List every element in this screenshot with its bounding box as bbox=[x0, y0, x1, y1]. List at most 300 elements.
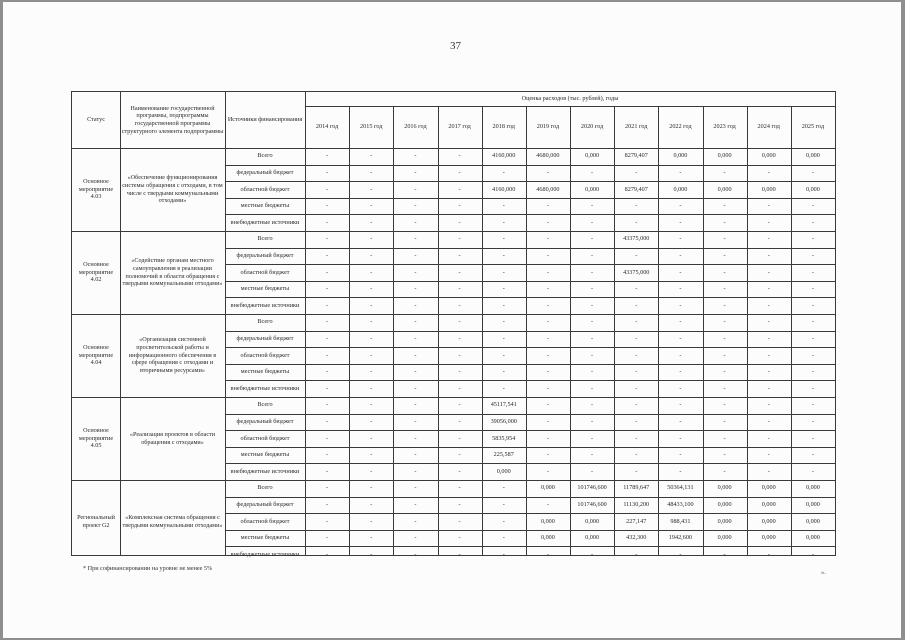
value-cell: - bbox=[502, 169, 505, 177]
value-cell: - bbox=[414, 268, 417, 276]
source-cell: федеральный бюджет bbox=[236, 501, 294, 509]
value-cell: - bbox=[370, 550, 373, 558]
value-cell: - bbox=[458, 218, 461, 226]
value-cell: - bbox=[370, 285, 373, 293]
value-cell: 43375,000 bbox=[623, 268, 650, 276]
value-cell: - bbox=[370, 451, 373, 459]
value-cell: - bbox=[370, 484, 373, 492]
source-cell: федеральный бюджет bbox=[236, 252, 294, 260]
value-cell: - bbox=[326, 202, 329, 210]
value-cell: 0,000 bbox=[673, 185, 688, 193]
value-cell: 0,000 bbox=[585, 517, 600, 525]
header-year: 2020 год bbox=[580, 123, 604, 131]
value-cell: - bbox=[414, 550, 417, 558]
header-year: 2023 год bbox=[713, 123, 736, 131]
value-cell: - bbox=[458, 335, 461, 343]
value-cell: - bbox=[546, 169, 549, 177]
value-cell: - bbox=[679, 218, 682, 226]
value-cell: - bbox=[723, 218, 726, 226]
value-cell: - bbox=[502, 484, 505, 492]
value-cell: - bbox=[546, 501, 549, 509]
value-cell: - bbox=[326, 318, 329, 326]
value-cell: - bbox=[326, 401, 329, 409]
status-cell: Основное мероприятие 4.04 bbox=[78, 343, 114, 367]
value-cell: - bbox=[591, 418, 594, 426]
value-cell: - bbox=[370, 467, 373, 475]
value-cell: - bbox=[767, 434, 770, 442]
value-cell: - bbox=[502, 301, 505, 309]
value-cell: 0,000 bbox=[805, 185, 820, 193]
source-cell: областной бюджет bbox=[240, 517, 290, 525]
value-cell: - bbox=[811, 351, 814, 359]
value-cell: - bbox=[811, 301, 814, 309]
value-cell: 0,000 bbox=[540, 517, 555, 525]
value-cell: 0,000 bbox=[717, 517, 732, 525]
value-cell: - bbox=[458, 152, 461, 160]
value-cell: - bbox=[370, 434, 373, 442]
value-cell: 0,000 bbox=[717, 152, 732, 160]
status-cell: Региональный проект G2 bbox=[77, 513, 115, 529]
value-cell: - bbox=[591, 451, 594, 459]
value-cell: - bbox=[811, 202, 814, 210]
value-cell: - bbox=[767, 351, 770, 359]
value-cell: - bbox=[326, 285, 329, 293]
value-cell: - bbox=[723, 467, 726, 475]
value-cell: - bbox=[811, 235, 814, 243]
value-cell: 11130,200 bbox=[623, 501, 650, 509]
value-cell: - bbox=[370, 418, 373, 426]
value-cell: - bbox=[458, 501, 461, 509]
source-cell: федеральный бюджет bbox=[236, 335, 294, 343]
value-cell: - bbox=[370, 335, 373, 343]
value-cell: 227,147 bbox=[626, 517, 647, 525]
value-cell: - bbox=[414, 185, 417, 193]
value-cell: - bbox=[326, 434, 329, 442]
value-cell: 0,000 bbox=[673, 152, 688, 160]
value-cell: - bbox=[546, 268, 549, 276]
source-cell: Всего bbox=[257, 484, 273, 492]
value-cell: - bbox=[414, 517, 417, 525]
value-cell: - bbox=[370, 351, 373, 359]
closing-quote-mark: ». bbox=[821, 569, 826, 576]
status-cell: Основное мероприятие 4.03 bbox=[78, 177, 114, 201]
value-cell: - bbox=[591, 218, 594, 226]
header-year: 2014 год bbox=[315, 123, 339, 131]
value-cell: - bbox=[370, 534, 373, 542]
value-cell: - bbox=[723, 301, 726, 309]
budget-table bbox=[71, 91, 836, 556]
value-cell: 0,000 bbox=[761, 152, 776, 160]
value-cell: - bbox=[635, 467, 638, 475]
value-cell: - bbox=[414, 467, 417, 475]
value-cell: - bbox=[370, 185, 373, 193]
value-cell: - bbox=[370, 252, 373, 260]
source-cell: местные бюджеты bbox=[240, 534, 290, 542]
value-cell: 0,000 bbox=[761, 185, 776, 193]
value-cell: - bbox=[502, 268, 505, 276]
value-cell: - bbox=[326, 467, 329, 475]
value-cell: - bbox=[370, 169, 373, 177]
value-cell: - bbox=[811, 401, 814, 409]
value-cell: - bbox=[458, 418, 461, 426]
document-page bbox=[3, 2, 901, 638]
value-cell: - bbox=[811, 550, 814, 558]
value-cell: - bbox=[458, 451, 461, 459]
value-cell: - bbox=[546, 418, 549, 426]
value-cell: - bbox=[414, 368, 417, 376]
value-cell: - bbox=[414, 285, 417, 293]
value-cell: - bbox=[414, 434, 417, 442]
value-cell: - bbox=[370, 517, 373, 525]
value-cell: - bbox=[458, 268, 461, 276]
value-cell: - bbox=[767, 268, 770, 276]
value-cell: - bbox=[414, 418, 417, 426]
value-cell: - bbox=[458, 252, 461, 260]
value-cell: - bbox=[723, 268, 726, 276]
value-cell: - bbox=[679, 202, 682, 210]
value-cell: - bbox=[458, 517, 461, 525]
value-cell: - bbox=[767, 401, 770, 409]
value-cell: - bbox=[546, 550, 549, 558]
value-cell: - bbox=[811, 218, 814, 226]
value-cell: - bbox=[591, 202, 594, 210]
value-cell: 4160,000 bbox=[492, 152, 516, 160]
value-cell: - bbox=[679, 285, 682, 293]
value-cell: - bbox=[591, 252, 594, 260]
value-cell: - bbox=[326, 152, 329, 160]
value-cell: - bbox=[546, 252, 549, 260]
value-cell: 45117,541 bbox=[490, 401, 517, 409]
value-cell: - bbox=[635, 202, 638, 210]
value-cell: - bbox=[370, 202, 373, 210]
value-cell: - bbox=[546, 335, 549, 343]
value-cell: - bbox=[767, 169, 770, 177]
value-cell: - bbox=[723, 418, 726, 426]
value-cell: - bbox=[414, 501, 417, 509]
value-cell: 5835,954 bbox=[492, 434, 516, 442]
value-cell: - bbox=[723, 252, 726, 260]
value-cell: - bbox=[458, 534, 461, 542]
value-cell: 225,587 bbox=[493, 451, 514, 459]
program-name-cell: «Комплексная система обращения с твердыми коммунальными отходами» bbox=[122, 513, 223, 529]
value-cell: - bbox=[811, 335, 814, 343]
source-cell: областной бюджет bbox=[240, 351, 290, 359]
value-cell: - bbox=[767, 285, 770, 293]
header-estimate: Оценка расходов (тыс. рублей), годы bbox=[521, 95, 619, 103]
value-cell: - bbox=[635, 169, 638, 177]
value-cell: - bbox=[811, 318, 814, 326]
value-cell: - bbox=[414, 235, 417, 243]
page-number: 37 bbox=[450, 40, 461, 52]
value-cell: - bbox=[767, 235, 770, 243]
value-cell: - bbox=[502, 335, 505, 343]
value-cell: - bbox=[679, 268, 682, 276]
status-cell: Основное мероприятие 4.02 bbox=[78, 260, 114, 284]
value-cell: 4680,000 bbox=[536, 185, 560, 193]
value-cell: - bbox=[767, 335, 770, 343]
value-cell: 1942,600 bbox=[668, 534, 692, 542]
value-cell: - bbox=[414, 169, 417, 177]
value-cell: - bbox=[326, 384, 329, 392]
value-cell: - bbox=[546, 434, 549, 442]
value-cell: - bbox=[679, 451, 682, 459]
value-cell: - bbox=[414, 484, 417, 492]
value-cell: - bbox=[679, 235, 682, 243]
value-cell: - bbox=[723, 335, 726, 343]
value-cell: - bbox=[591, 318, 594, 326]
value-cell: - bbox=[591, 268, 594, 276]
value-cell: - bbox=[326, 301, 329, 309]
value-cell: 0,000 bbox=[585, 152, 600, 160]
value-cell: - bbox=[591, 550, 594, 558]
value-cell: 0,000 bbox=[761, 517, 776, 525]
value-cell: 4680,000 bbox=[536, 152, 560, 160]
value-cell: - bbox=[370, 384, 373, 392]
header-year: 2018 год bbox=[492, 123, 515, 131]
value-cell: - bbox=[370, 401, 373, 409]
value-cell: - bbox=[370, 368, 373, 376]
value-cell: - bbox=[635, 351, 638, 359]
value-cell: - bbox=[502, 318, 505, 326]
value-cell: - bbox=[414, 152, 417, 160]
value-cell: - bbox=[326, 517, 329, 525]
value-cell: - bbox=[326, 534, 329, 542]
value-cell: - bbox=[811, 451, 814, 459]
value-cell: - bbox=[370, 235, 373, 243]
source-cell: Всего bbox=[257, 235, 273, 243]
program-name-cell: «Содействие органам местного самоуправления в реализации полномочий в области обращения с твердыми коммунальными отходами» bbox=[122, 257, 223, 288]
value-cell: - bbox=[591, 467, 594, 475]
value-cell: - bbox=[679, 169, 682, 177]
source-cell: областной бюджет bbox=[240, 434, 290, 442]
header-year: 2021 год bbox=[625, 123, 648, 131]
value-cell: - bbox=[370, 268, 373, 276]
value-cell: - bbox=[458, 301, 461, 309]
value-cell: - bbox=[546, 384, 549, 392]
value-cell: 0,000 bbox=[717, 185, 732, 193]
value-cell: - bbox=[723, 318, 726, 326]
value-cell: - bbox=[679, 418, 682, 426]
value-cell: - bbox=[679, 467, 682, 475]
value-cell: - bbox=[767, 451, 770, 459]
header-status: Статус bbox=[87, 116, 105, 124]
value-cell: - bbox=[458, 185, 461, 193]
value-cell: - bbox=[546, 218, 549, 226]
value-cell: - bbox=[458, 169, 461, 177]
value-cell: - bbox=[326, 218, 329, 226]
value-cell: - bbox=[767, 368, 770, 376]
value-cell: - bbox=[370, 318, 373, 326]
value-cell: - bbox=[546, 451, 549, 459]
value-cell: - bbox=[502, 351, 505, 359]
value-cell: - bbox=[546, 467, 549, 475]
value-cell: 0,000 bbox=[805, 517, 820, 525]
value-cell: - bbox=[326, 368, 329, 376]
value-cell: - bbox=[414, 301, 417, 309]
value-cell: 988,431 bbox=[670, 517, 691, 525]
value-cell: - bbox=[635, 285, 638, 293]
value-cell: - bbox=[679, 368, 682, 376]
source-cell: местные бюджеты bbox=[240, 202, 290, 210]
value-cell: 0,000 bbox=[496, 467, 511, 475]
value-cell: 0,000 bbox=[717, 501, 732, 509]
header-name: Наименование государственной программы, подпрограммы государственной программы структурного элемента подпрограммы bbox=[121, 104, 224, 135]
value-cell: - bbox=[723, 351, 726, 359]
value-cell: 0,000 bbox=[717, 484, 732, 492]
value-cell: - bbox=[811, 368, 814, 376]
value-cell: 48433,100 bbox=[667, 501, 694, 509]
value-cell: - bbox=[326, 252, 329, 260]
source-cell: внебюджетные источники bbox=[230, 550, 300, 558]
value-cell: 0,000 bbox=[805, 501, 820, 509]
value-cell: - bbox=[326, 185, 329, 193]
value-cell: - bbox=[414, 218, 417, 226]
value-cell: - bbox=[723, 384, 726, 392]
program-name-cell: «Реализация проектов в области обращения с отходами» bbox=[129, 430, 216, 446]
value-cell: - bbox=[458, 434, 461, 442]
value-cell: - bbox=[591, 434, 594, 442]
value-cell: 0,000 bbox=[761, 534, 776, 542]
value-cell: 0,000 bbox=[805, 534, 820, 542]
value-cell: - bbox=[811, 434, 814, 442]
value-cell: - bbox=[326, 418, 329, 426]
value-cell: 8279,407 bbox=[624, 152, 648, 160]
value-cell: - bbox=[723, 401, 726, 409]
value-cell: - bbox=[546, 318, 549, 326]
header-sources: Источники финансирования bbox=[227, 116, 303, 124]
value-cell: - bbox=[811, 285, 814, 293]
value-cell: - bbox=[546, 301, 549, 309]
program-name-cell: «Обеспечение функционирования системы обращения с отходами, в том числе с твердыми коммунальными отходами» bbox=[122, 174, 223, 205]
value-cell: - bbox=[723, 368, 726, 376]
header-year: 2017 год bbox=[448, 123, 471, 131]
value-cell: - bbox=[326, 335, 329, 343]
header-year: 2016 год bbox=[404, 123, 427, 131]
value-cell: - bbox=[458, 202, 461, 210]
value-cell: - bbox=[679, 550, 682, 558]
value-cell: - bbox=[811, 418, 814, 426]
value-cell: - bbox=[767, 318, 770, 326]
header-year: 2024 год bbox=[757, 123, 780, 131]
value-cell: - bbox=[679, 252, 682, 260]
value-cell: - bbox=[767, 218, 770, 226]
value-cell: - bbox=[591, 169, 594, 177]
value-cell: - bbox=[458, 384, 461, 392]
value-cell: 4160,000 bbox=[492, 185, 516, 193]
value-cell: - bbox=[326, 169, 329, 177]
value-cell: - bbox=[370, 501, 373, 509]
value-cell: - bbox=[502, 550, 505, 558]
value-cell: - bbox=[502, 218, 505, 226]
value-cell: - bbox=[635, 384, 638, 392]
value-cell: - bbox=[502, 235, 505, 243]
value-cell: - bbox=[635, 368, 638, 376]
value-cell: - bbox=[679, 335, 682, 343]
source-cell: местные бюджеты bbox=[240, 368, 290, 376]
value-cell: - bbox=[723, 202, 726, 210]
value-cell: 0,000 bbox=[805, 152, 820, 160]
value-cell: 0,000 bbox=[761, 484, 776, 492]
value-cell: - bbox=[679, 384, 682, 392]
source-cell: внебюджетные источники bbox=[230, 218, 300, 226]
value-cell: - bbox=[679, 301, 682, 309]
value-cell: - bbox=[458, 484, 461, 492]
value-cell: - bbox=[414, 401, 417, 409]
value-cell: - bbox=[546, 368, 549, 376]
value-cell: - bbox=[502, 202, 505, 210]
value-cell: - bbox=[635, 451, 638, 459]
value-cell: 0,000 bbox=[717, 534, 732, 542]
value-cell: - bbox=[502, 252, 505, 260]
value-cell: - bbox=[811, 467, 814, 475]
value-cell: - bbox=[635, 218, 638, 226]
value-cell: - bbox=[458, 401, 461, 409]
value-cell: - bbox=[546, 285, 549, 293]
value-cell: - bbox=[767, 252, 770, 260]
value-cell: - bbox=[502, 285, 505, 293]
value-cell: - bbox=[502, 368, 505, 376]
value-cell: - bbox=[414, 384, 417, 392]
value-cell: 0,000 bbox=[540, 484, 555, 492]
value-cell: - bbox=[767, 301, 770, 309]
value-cell: - bbox=[591, 301, 594, 309]
value-cell: - bbox=[767, 202, 770, 210]
value-cell: - bbox=[546, 235, 549, 243]
value-cell: 11789,647 bbox=[623, 484, 650, 492]
value-cell: - bbox=[591, 285, 594, 293]
value-cell: - bbox=[414, 335, 417, 343]
source-cell: Всего bbox=[257, 401, 273, 409]
value-cell: 0,000 bbox=[805, 484, 820, 492]
value-cell: - bbox=[414, 451, 417, 459]
value-cell: - bbox=[723, 434, 726, 442]
header-year: 2019 год bbox=[536, 123, 560, 131]
value-cell: - bbox=[591, 368, 594, 376]
value-cell: - bbox=[458, 235, 461, 243]
value-cell: - bbox=[458, 318, 461, 326]
value-cell: - bbox=[635, 550, 638, 558]
value-cell: - bbox=[502, 384, 505, 392]
value-cell: - bbox=[414, 534, 417, 542]
value-cell: - bbox=[546, 202, 549, 210]
source-cell: федеральный бюджет bbox=[236, 418, 294, 426]
value-cell: - bbox=[767, 418, 770, 426]
source-cell: внебюджетные источники bbox=[230, 384, 300, 392]
value-cell: - bbox=[502, 517, 505, 525]
value-cell: - bbox=[458, 285, 461, 293]
value-cell: - bbox=[370, 301, 373, 309]
value-cell: - bbox=[811, 268, 814, 276]
value-cell: - bbox=[458, 368, 461, 376]
value-cell: - bbox=[546, 351, 549, 359]
value-cell: - bbox=[679, 401, 682, 409]
value-cell: 0,000 bbox=[585, 185, 600, 193]
value-cell: - bbox=[326, 501, 329, 509]
value-cell: - bbox=[635, 418, 638, 426]
value-cell: - bbox=[326, 268, 329, 276]
value-cell: - bbox=[767, 550, 770, 558]
value-cell: 0,000 bbox=[585, 534, 600, 542]
value-cell: - bbox=[679, 318, 682, 326]
value-cell: - bbox=[414, 252, 417, 260]
value-cell: - bbox=[458, 550, 461, 558]
source-cell: внебюджетные источники bbox=[230, 301, 300, 309]
value-cell: - bbox=[811, 169, 814, 177]
value-cell: - bbox=[679, 351, 682, 359]
value-cell: - bbox=[502, 501, 505, 509]
value-cell: 8279,407 bbox=[624, 185, 648, 193]
value-cell: - bbox=[723, 550, 726, 558]
